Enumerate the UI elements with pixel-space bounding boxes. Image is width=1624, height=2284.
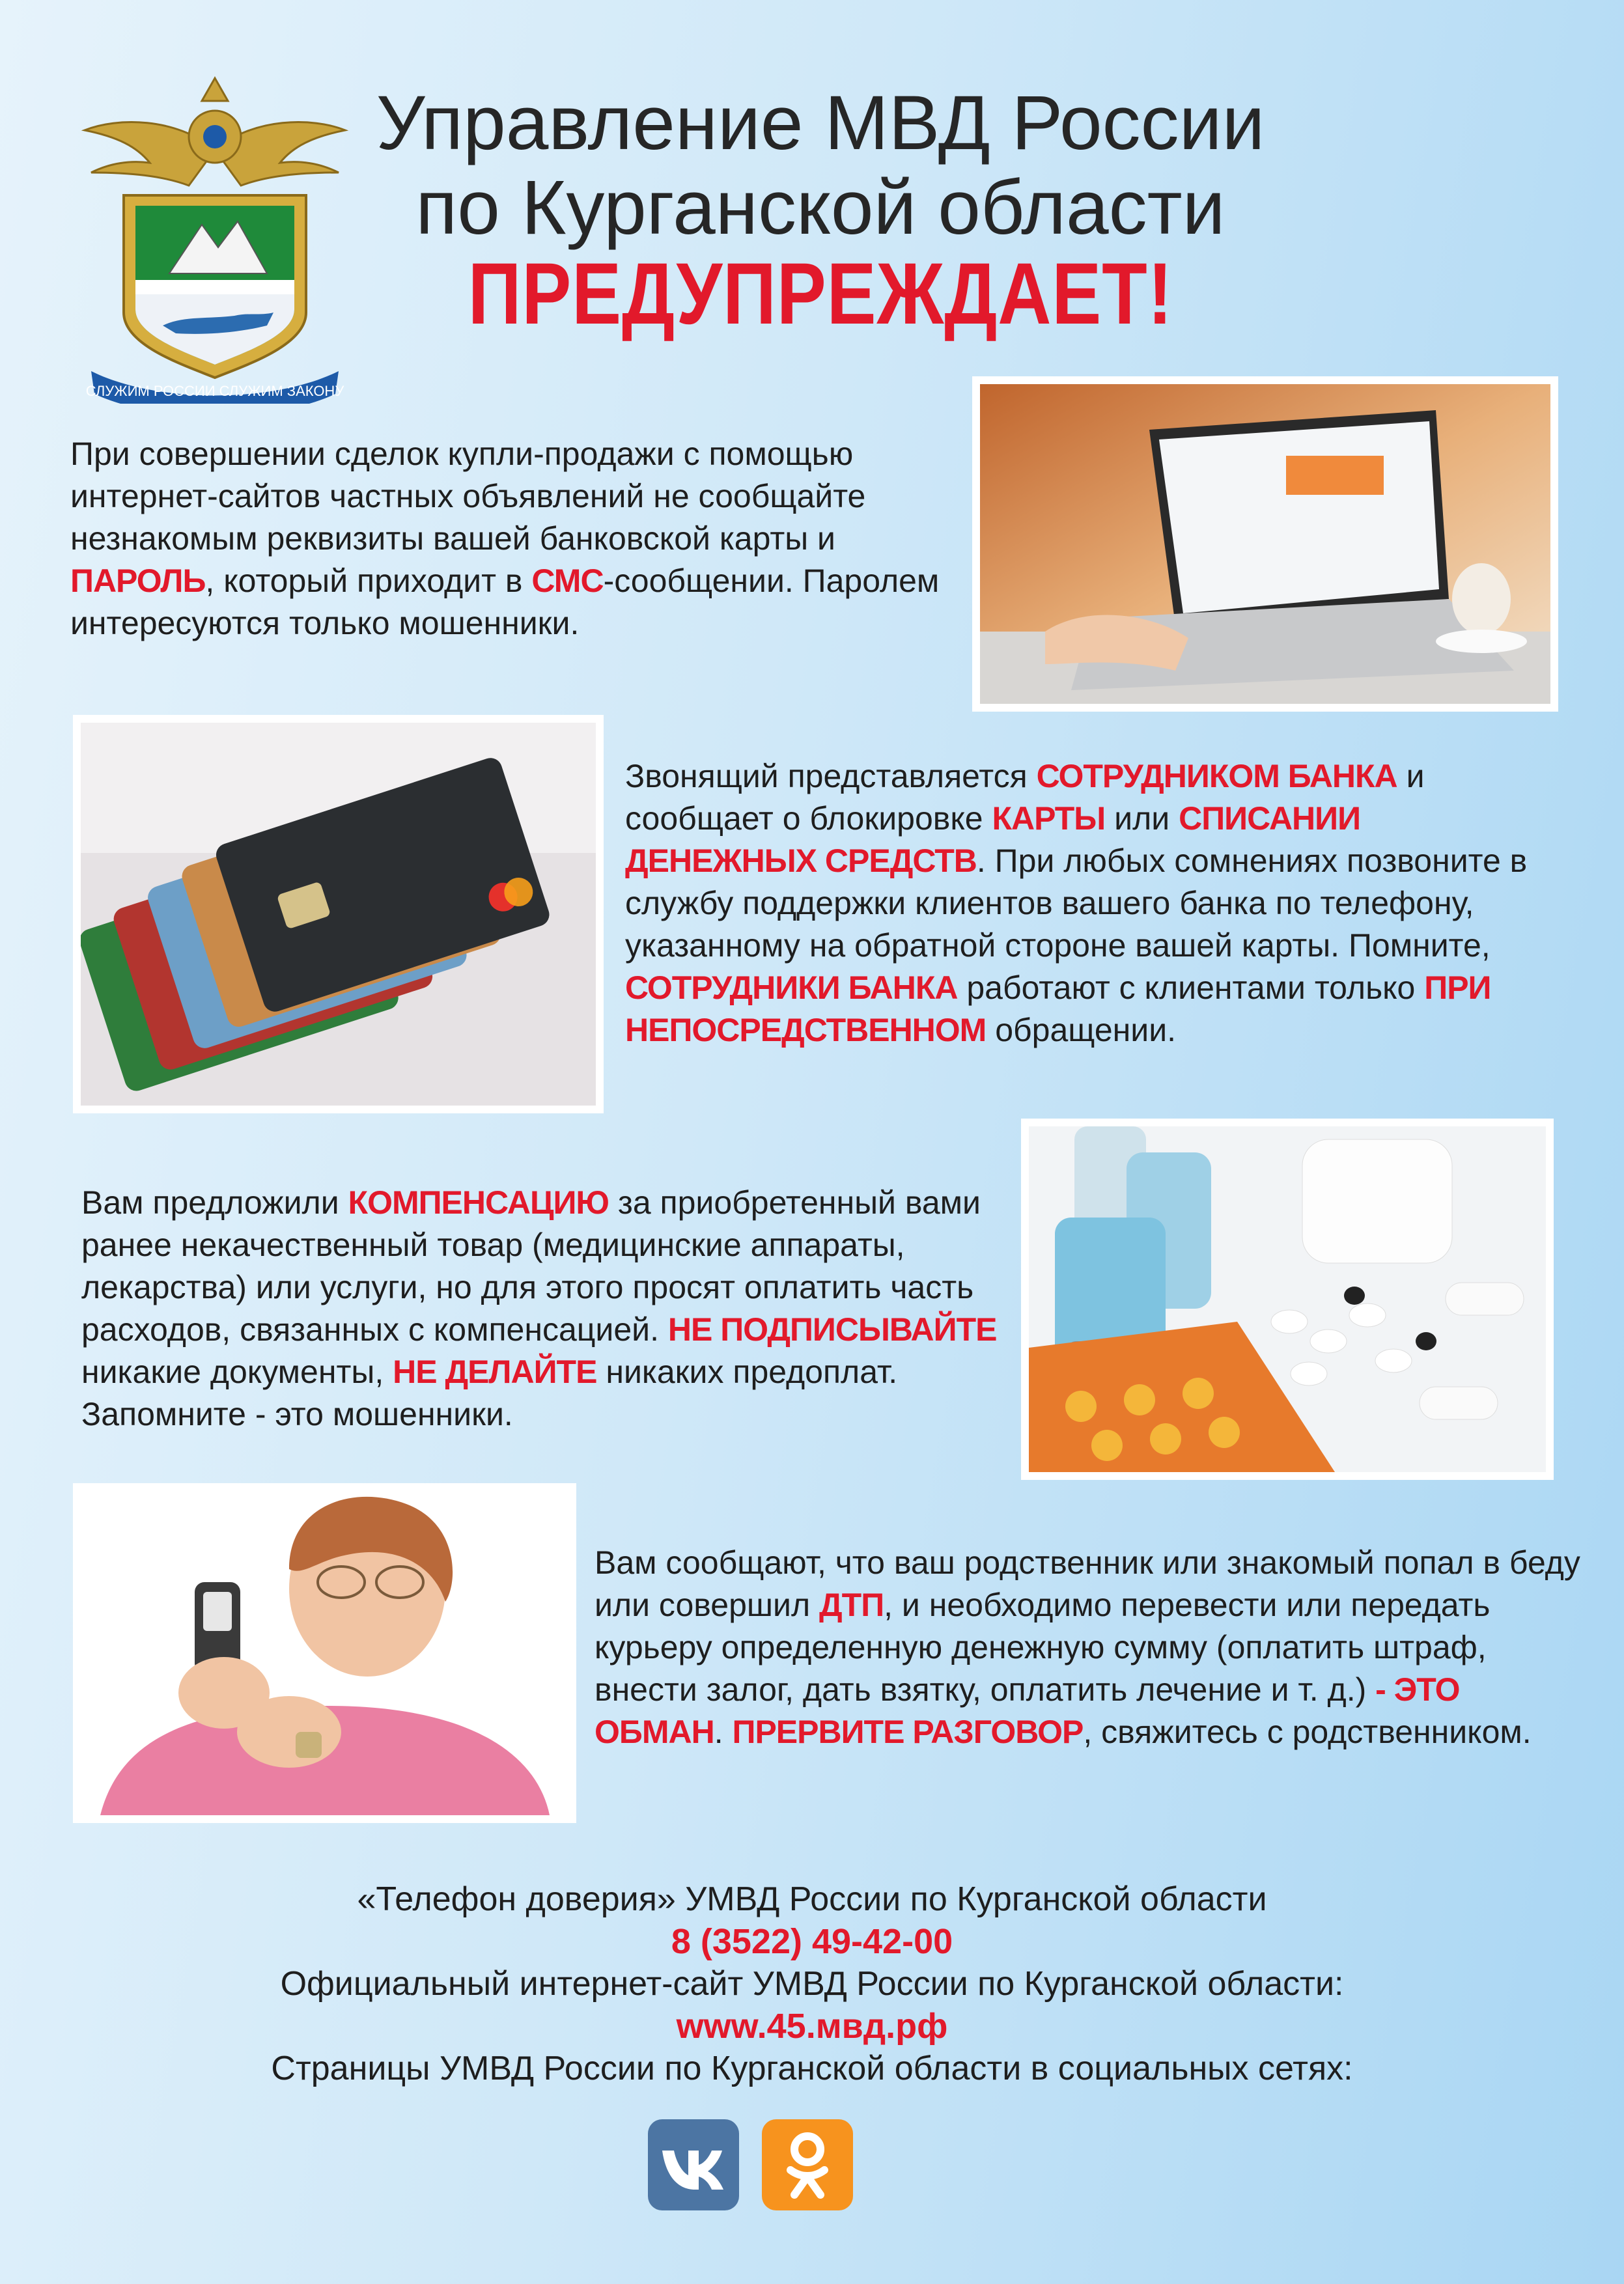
odnoklassniki-icon[interactable] bbox=[762, 2119, 853, 2210]
highlight-compensation: КОМПЕНСАЦИЮ bbox=[348, 1184, 609, 1221]
title-line-1: Управление МВД России bbox=[376, 80, 1265, 166]
title-line-2: по Курганской области bbox=[415, 165, 1225, 251]
highlight-bank-employee: СОТРУДНИКОМ БАНКА bbox=[1036, 758, 1397, 794]
highlight-bank-employees: СОТРУДНИКИ БАНКА bbox=[625, 969, 958, 1006]
text-segment: , свяжитесь с родственником. bbox=[1083, 1714, 1532, 1750]
text-segment: за приобретенный вами ранее некачественный товар (медицинские аппараты, лекарства) или услуги, но для этого просят оплатить часть расходов, связанных с компенсацией. bbox=[81, 1184, 981, 1348]
text-segment: -сообщении. Паролем интересуются только мошенники. bbox=[70, 563, 940, 641]
highlight-fraud: - ЭТО ОБМАН bbox=[595, 1671, 1460, 1750]
highlight-hang-up: ПРЕРВИТЕ РАЗГОВОР bbox=[732, 1714, 1084, 1750]
text-segment: Звонящий представляется bbox=[625, 758, 1037, 794]
highlight-card: КАРТЫ bbox=[992, 800, 1106, 837]
paragraph-internet-sales bbox=[70, 433, 975, 645]
text-segment: и сообщает о блокировке bbox=[625, 758, 1425, 837]
text-segment: никакие документы, bbox=[81, 1354, 393, 1390]
site-label: Официальный интернет-сайт УМВД России по Курганской области: bbox=[280, 1965, 1344, 2003]
header-title bbox=[339, 0, 1302, 342]
warning-title: ПРЕДУПРЕЖДАЕТ! bbox=[468, 245, 1173, 342]
woman-phone-photo bbox=[73, 1483, 576, 1823]
text-segment: работают с клиентами только bbox=[957, 969, 1425, 1006]
mvd-emblem-icon bbox=[78, 39, 352, 404]
paragraph-relative-trouble bbox=[595, 1542, 1584, 1753]
text-segment: Вам сообщают, что ваш родственник или знакомый попал в беду или совершил bbox=[595, 1544, 1580, 1623]
text-segment: обращении. bbox=[986, 1012, 1177, 1048]
medicine-photo bbox=[1021, 1119, 1554, 1480]
laptop-photo bbox=[972, 376, 1558, 712]
hotline-label: «Телефон доверия» УМВД России по Курганской области bbox=[357, 1880, 1267, 1918]
hotline-number[interactable]: 8 (3522) 49-42-00 bbox=[671, 1922, 953, 1961]
text-segment: , который приходит в bbox=[205, 563, 532, 599]
text-segment: , и необходимо перевести или передать курьеру определенную денежную сумму (оплатить штраф, внести залог, дать взятку, оплатить лечение и т. д.) bbox=[595, 1587, 1491, 1708]
highlight-do-not-sign: НЕ ПОДПИСЫВАЙТЕ bbox=[667, 1311, 997, 1348]
vk-icon[interactable] bbox=[648, 2119, 739, 2210]
highlight-sms: СМС bbox=[531, 563, 604, 599]
paragraph-compensation bbox=[81, 1182, 1019, 1436]
highlight-password: ПАРОЛЬ bbox=[70, 563, 206, 599]
text-segment: или bbox=[1105, 800, 1179, 837]
text-segment: никаких предоплат. Запомните - это мошенники. bbox=[81, 1354, 898, 1432]
site-url-link[interactable]: www.45.мвд.рф bbox=[676, 2007, 948, 2046]
bank-cards-photo bbox=[73, 715, 604, 1113]
text-segment: При совершении сделок купли-продажи с помощью интернет-сайтов частных объявлений не сообщайте незнакомым реквизиты вашей банковской карты и bbox=[70, 436, 866, 557]
svg-text:СЛУЖИМ РОССИИ СЛУЖИМ ЗАКОНУ: СЛУЖИМ РОССИИ СЛУЖИМ ЗАКОНУ bbox=[85, 383, 344, 399]
text-segment: Вам предложили bbox=[81, 1184, 348, 1221]
text-segment: . При любых сомнениях позвоните в службу поддержки клиентов вашего банка по телефону, указанному на обратной стороне вашей карты. Помните, bbox=[625, 843, 1528, 964]
highlight-do-not-pay: НЕ ДЕЛАЙТЕ bbox=[393, 1354, 597, 1390]
social-label: Страницы УМВД России по Курганской области в социальных сетях: bbox=[271, 2050, 1353, 2087]
highlight-in-person: ПРИ НЕПОСРЕДСТВЕННОМ bbox=[625, 969, 1491, 1048]
text-segment: . bbox=[714, 1714, 733, 1750]
highlight-debit: СПИСАНИИ ДЕНЕЖНЫХ СРЕДСТВ bbox=[625, 800, 1361, 879]
social-icons bbox=[648, 2119, 856, 2217]
highlight-dtp: ДТП bbox=[819, 1587, 884, 1623]
paragraph-bank-call bbox=[625, 755, 1556, 1051]
